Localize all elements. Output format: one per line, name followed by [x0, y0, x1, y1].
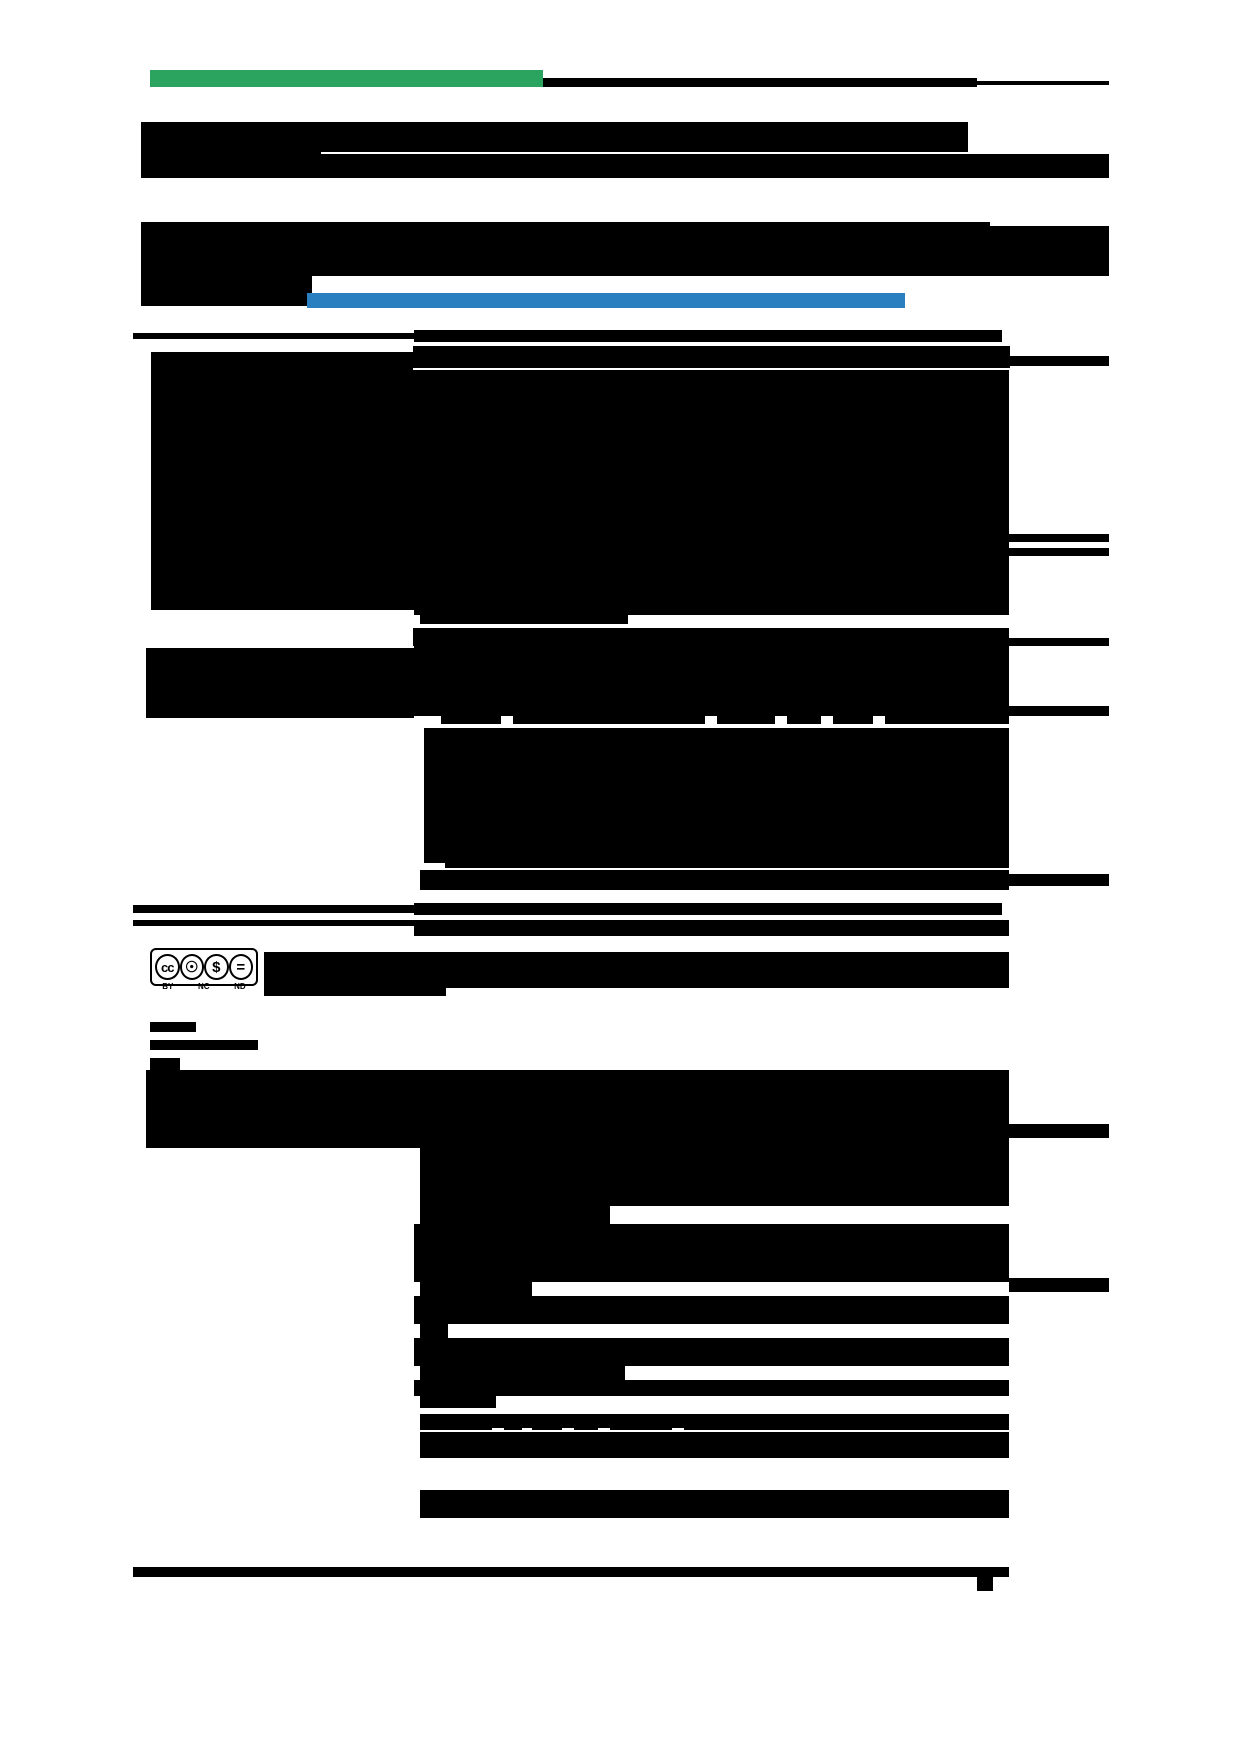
body-block-main-2	[414, 646, 1009, 716]
section-heading-2	[414, 903, 1002, 915]
body-right-edge-8	[1009, 1278, 1109, 1292]
section-rule-top	[133, 333, 414, 339]
cc-icon: cc	[155, 954, 180, 980]
page-number	[977, 1577, 993, 1591]
body-right-edge-2	[1009, 534, 1109, 542]
body-block-notch-1	[414, 370, 1009, 615]
body-paragraph-1	[413, 346, 1010, 368]
page-title-line-1	[141, 122, 968, 152]
keywords-line-6	[885, 716, 1009, 724]
keywords-line-5	[833, 716, 873, 724]
body-right-edge-4	[1009, 638, 1109, 646]
body-right-edge-3	[1009, 548, 1109, 556]
cc-label-nd: ND	[234, 982, 246, 991]
doi-link[interactable]	[307, 293, 905, 308]
body-paragraph-6	[420, 1176, 1009, 1206]
body-paragraph-9	[420, 1324, 448, 1338]
keywords-line-4	[787, 716, 821, 724]
header-rule-right	[543, 78, 977, 87]
license-note-line	[264, 952, 1009, 988]
body-paragraph-8	[420, 1282, 532, 1296]
abstract-heading	[414, 330, 1002, 342]
body-right-edge-7	[1009, 1124, 1109, 1138]
body-paragraph-7	[420, 1206, 610, 1224]
body-right-edge-5	[1009, 706, 1109, 716]
body-block-main-5	[146, 1090, 414, 1148]
body-block-main-8	[414, 1338, 1009, 1366]
keywords-line-3	[717, 716, 775, 724]
reference-run-6	[684, 1424, 1009, 1430]
body-paragraph-2	[420, 614, 628, 624]
footnote-line-1	[150, 1022, 196, 1032]
footnote-line-3	[150, 1058, 180, 1070]
keywords-line-1	[441, 716, 501, 724]
section-rule-under	[133, 920, 414, 926]
page-subtitle-line-2	[141, 250, 450, 276]
section-subheading-2	[414, 920, 1009, 936]
cc-label-nc: NC	[197, 982, 210, 991]
body-right-edge-1	[1009, 356, 1109, 366]
cc-nd-icon: =	[229, 954, 254, 980]
body-block-main-6	[414, 1224, 1009, 1282]
cc-nc-icon: $	[204, 954, 229, 980]
cc-by-icon: ☉	[180, 954, 205, 980]
page-title-line-2	[141, 152, 321, 178]
body-block-main-7	[414, 1296, 1009, 1324]
body-right-edge-6	[1009, 874, 1109, 886]
reference-run-5	[610, 1424, 672, 1430]
license-note-line-2	[264, 988, 446, 996]
section-rule-middle	[133, 905, 414, 913]
body-paragraph-3	[413, 628, 1009, 646]
header-rule-far-right	[977, 81, 1109, 85]
keywords-line-2	[513, 716, 705, 724]
body-paragraph-4	[420, 870, 1009, 890]
cc-badge-labels	[150, 982, 258, 991]
footnote-line-2	[150, 1040, 258, 1050]
body-block-main-11	[420, 1490, 1009, 1518]
creative-commons-badge	[150, 948, 258, 986]
body-paragraph-5	[420, 1148, 1009, 1176]
reference-run-2	[504, 1424, 522, 1430]
journal-header-link[interactable]	[150, 70, 543, 87]
left-column-label-1	[151, 352, 413, 370]
cc-label-by: BY	[162, 982, 174, 991]
left-column-label-2	[146, 648, 414, 718]
subtitle-line-3	[141, 276, 312, 306]
body-paragraph-11	[420, 1396, 496, 1408]
reference-run-4	[574, 1424, 598, 1430]
body-block-main-9	[414, 1380, 1009, 1396]
footer-rule	[133, 1567, 1009, 1577]
page-subtitle-tail	[450, 226, 1109, 276]
body-block-notch-3	[445, 728, 1009, 868]
reference-run-3	[532, 1424, 562, 1430]
body-paragraph-10	[420, 1366, 625, 1380]
body-block-main-10	[420, 1432, 1009, 1458]
reference-run-1	[420, 1424, 492, 1430]
page-title-tail	[321, 154, 1109, 178]
